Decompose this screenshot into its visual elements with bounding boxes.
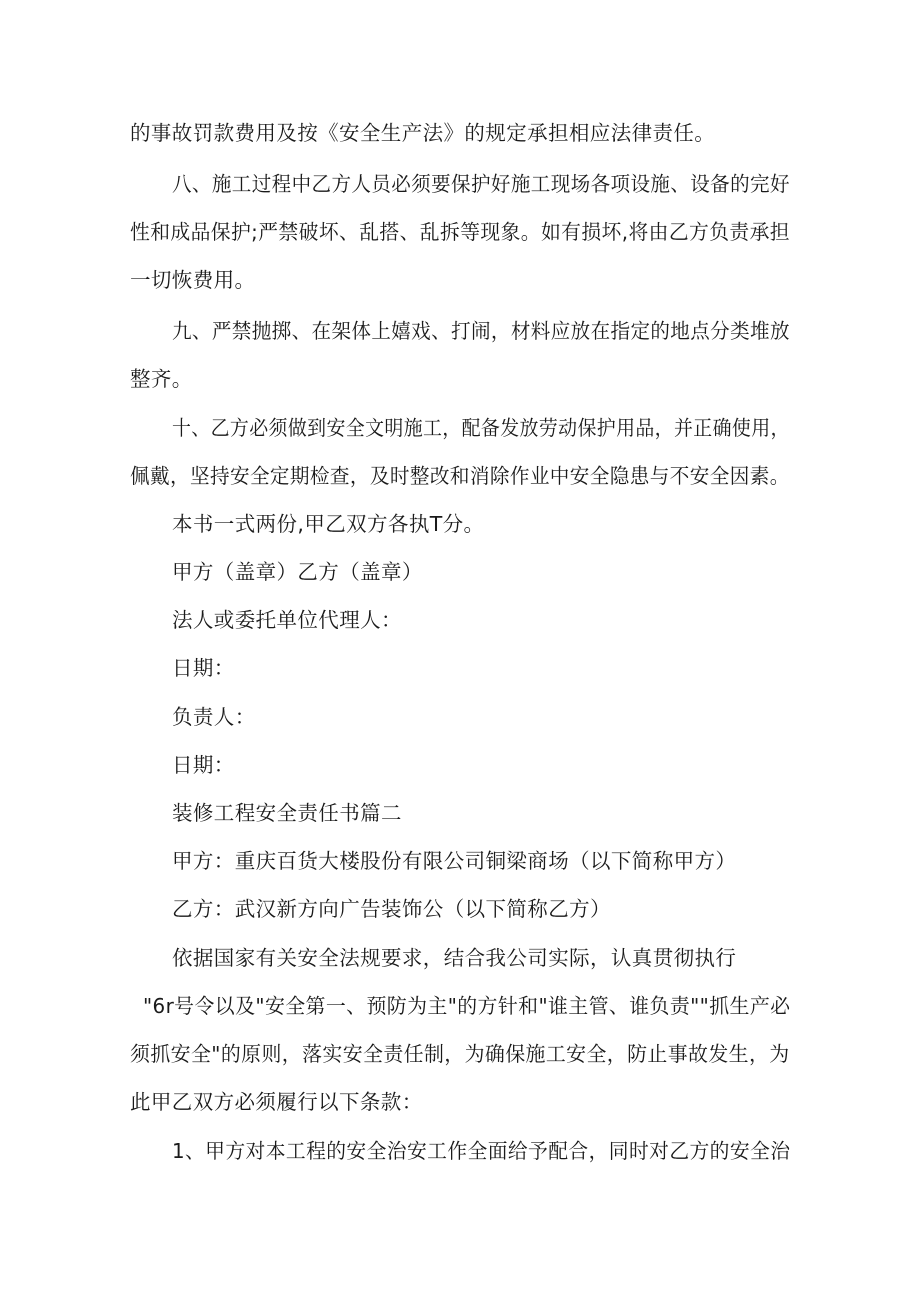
text-line-1: 的事故罚款费用及按《安全生产法》的规定承担相应法律责任。 — [130, 121, 716, 145]
preamble-line-1: 依据国家有关安全法规要求，结合我公司实际，认真贯彻执行 — [172, 946, 737, 970]
date-label-1: 日期： — [172, 656, 235, 680]
person-in-charge-label: 负责人： — [172, 705, 256, 729]
copies-note: 本书一式两份,甲乙双方各执T分。 — [172, 512, 485, 536]
article-1-line-1: 1、甲方对本工程的安全治安工作全面给予配合，同时对乙方的安全治 — [172, 1139, 791, 1163]
clause-8-line-3: 一切恢费用。 — [130, 268, 256, 292]
clause-9-line-1: 九、严禁抛掷、在架体上嬉戏、打闹，材料应放在指定的地点分类堆放 — [172, 319, 790, 343]
clause-9-line-2: 整齐。 — [130, 367, 193, 391]
preamble-line-4: 此甲乙双方必须履行以下条款： — [130, 1090, 423, 1114]
party-b-line: 乙方：武汉新方向广告装饰公（以下简称乙方） — [172, 897, 611, 921]
preamble-line-2: "6r号令以及"安全第一、预防为主"的方针和"谁主管、谁负责""抓生产必 — [143, 994, 791, 1018]
clause-8-line-2: 性和成品保护;严禁破坏、乱搭、乱拆等现象。如有损坏,将由乙方负责承担 — [130, 220, 791, 244]
clause-10-line-1: 十、乙方必须做到安全文明施工，配备发放劳动保护用品，并正确使用， — [172, 416, 790, 440]
clause-10-line-2: 佩戴，坚持安全定期检查，及时整改和消除作业中安全隐患与不安全因素。 — [130, 464, 790, 488]
clause-8-line-1: 八、施工过程中乙方人员必须要保护好施工现场各项设施、设备的完好 — [172, 172, 790, 196]
party-a-line: 甲方：重庆百货大楼股份有限公司铜梁商场（以下简称甲方） — [172, 849, 737, 873]
legal-representative-label: 法人或委托单位代理人： — [172, 608, 402, 632]
date-label-2: 日期： — [172, 753, 235, 777]
section-title: 装修工程安全责任书篇二 — [172, 801, 402, 825]
preamble-line-3: 须抓安全"的原则，落实安全责任制，为确保施工安全，防止事故发生，为 — [130, 1042, 790, 1066]
party-seal-line: 甲方（盖章）乙方（盖章） — [172, 560, 423, 584]
